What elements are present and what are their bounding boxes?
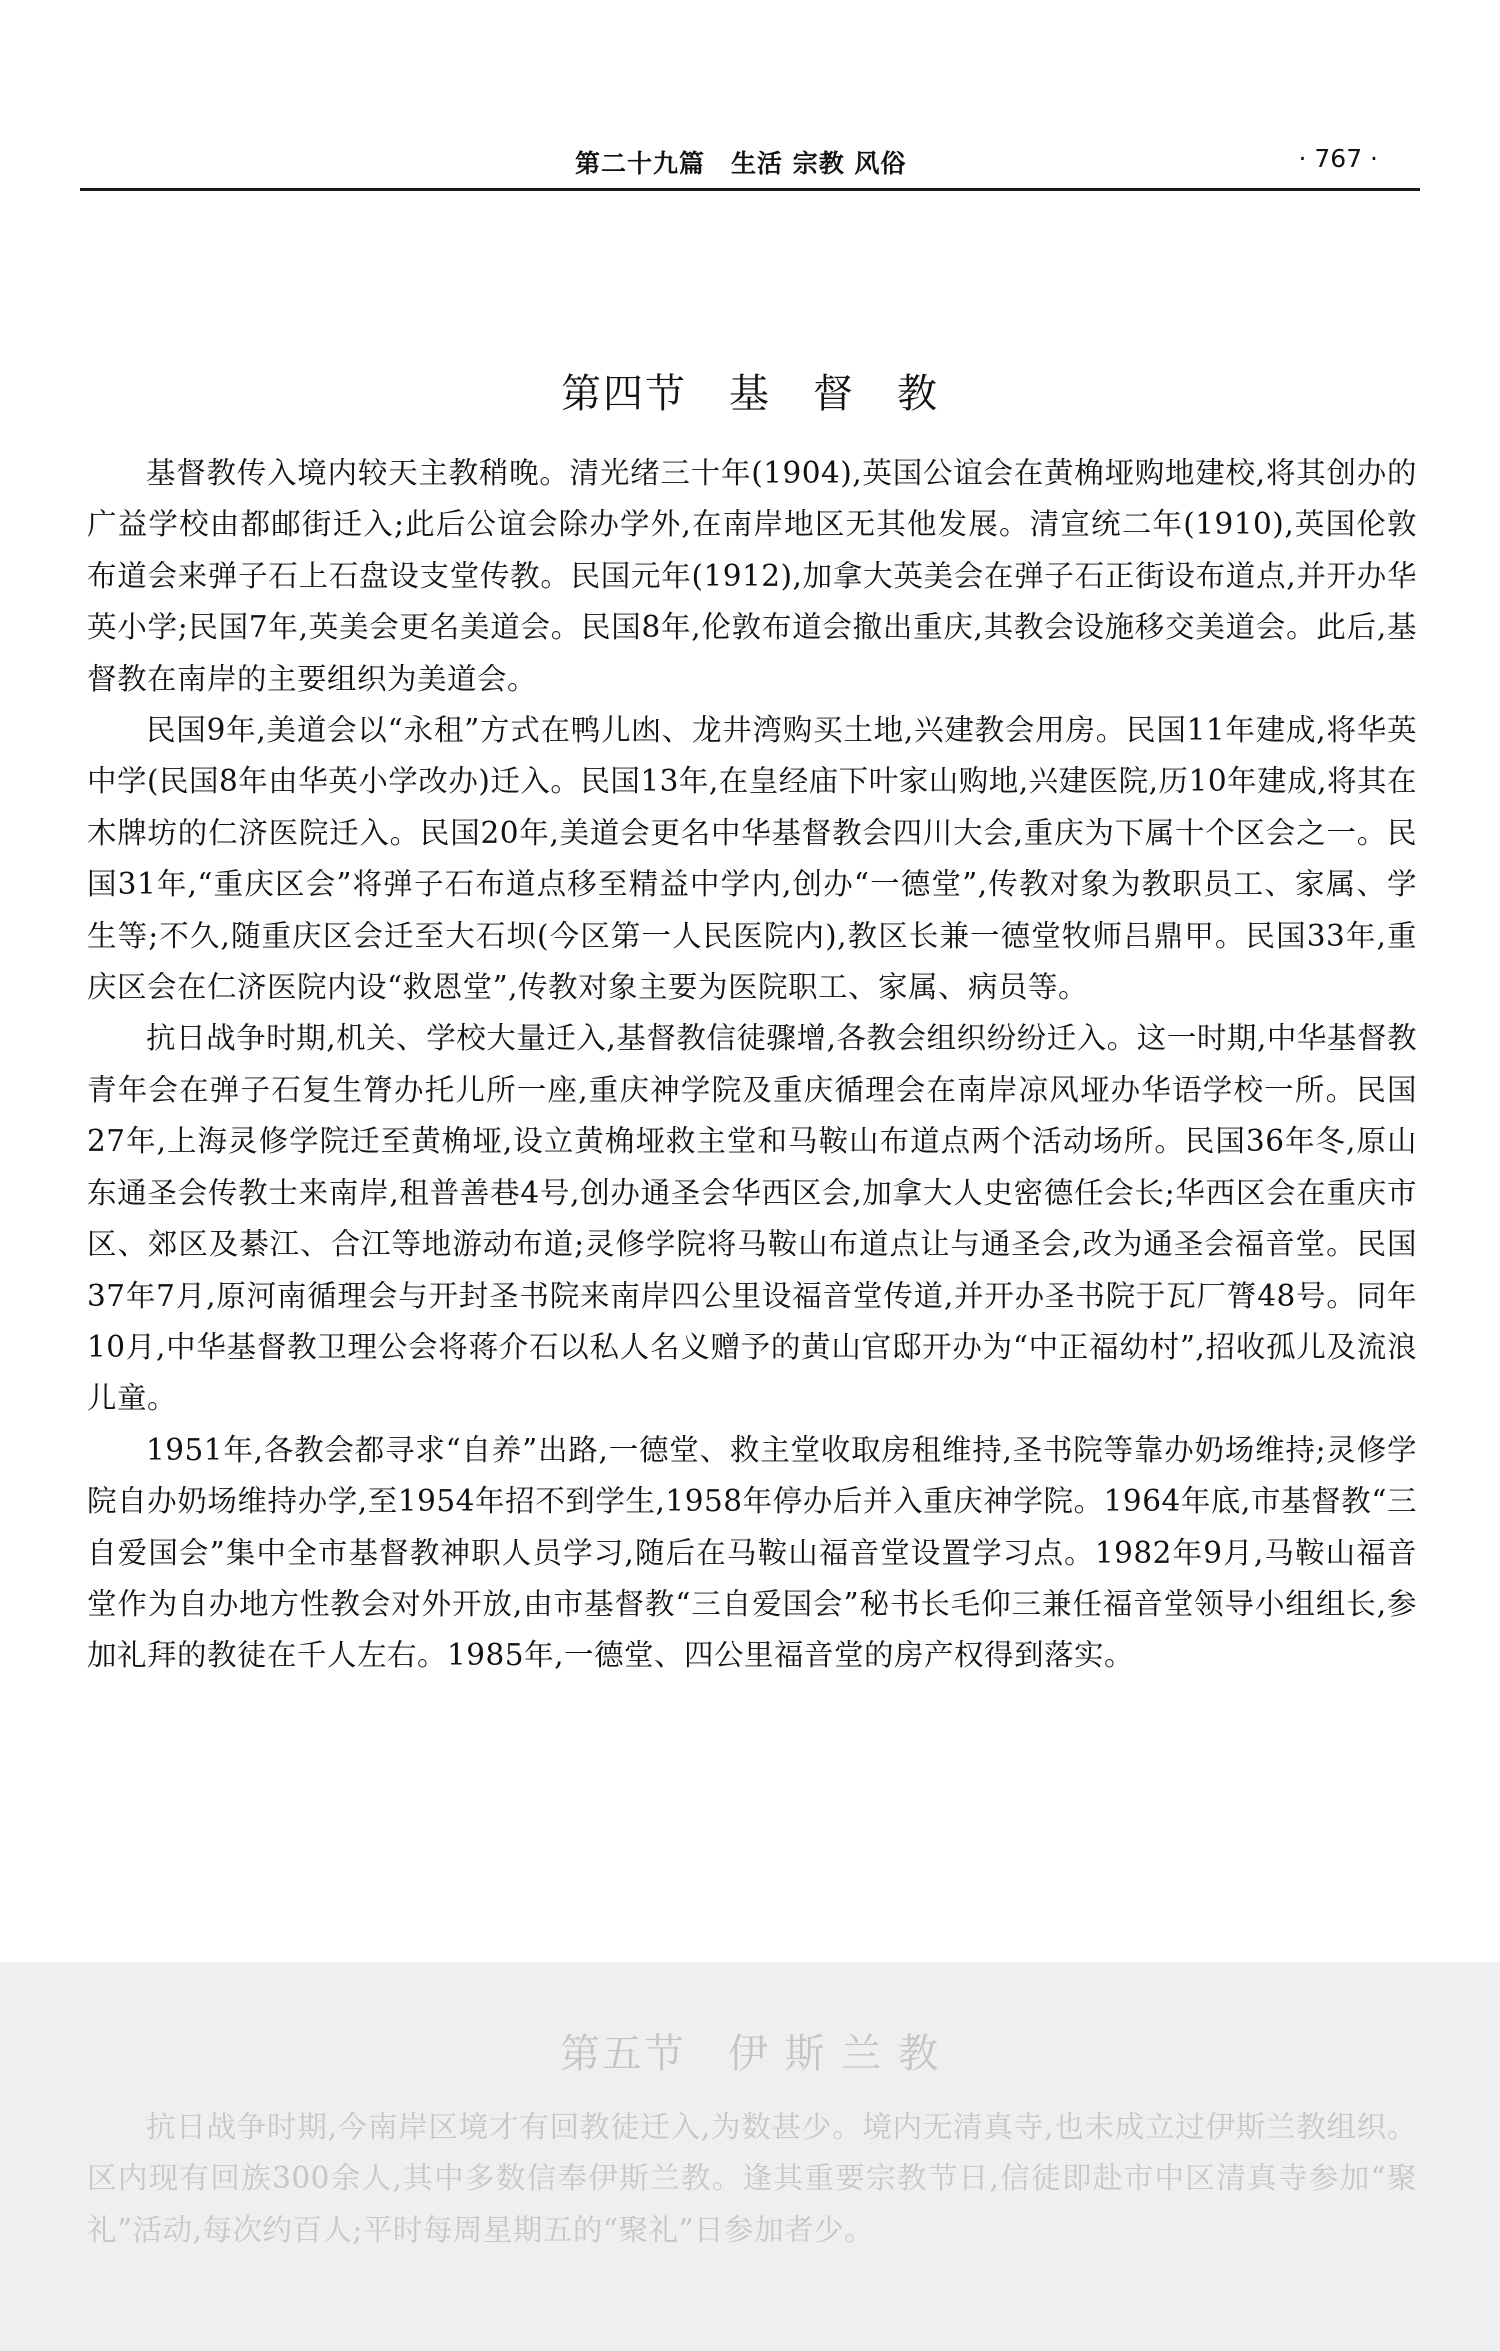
next-section-body <box>87 2102 1417 2256</box>
running-header <box>80 138 1420 191</box>
paragraph: 抗日战争时期,机关、学校大量迁入,基督教信徒骤增,各教会组织纷纷迁入。这一时期,中华基督教青年会在弹子石复生膂办托儿所一座,重庆神学院及重庆循理会在南岸凉风垭办华语学校一所。民国27年,上海灵修学院迁至黄桷垭,设立黄桷垭救主堂和马鞍山布道点两个活动场所。民国36年冬,原山东通圣会传教士来南岸,租普善巷4号,创办通圣会华西区会,加拿大人史密德任会长;华西区会在重庆市区、郊区及綦江、合江等地游动布道;灵修学院将马鞍山布道点让与通圣会,改为通圣会福音堂。民国37年7月,原河南循理会与开封圣书院来南岸四公里设福音堂传道,并开办圣书院于瓦厂膂48号。同年10月,中华基督教卫理公会将蒋介石以私人名义赠予的黄山官邸开办为“中正福幼村”,招收孤儿及流浪儿童。 <box>87 1021 1417 1416</box>
next-section-title: 第五节 伊 斯 兰 教 <box>559 2031 941 2077</box>
paragraph: 基督教传入境内较天主教稍晚。清光绪三十年(1904),英国公谊会在黄桷垭购地建校,将其创办的广益学校由都邮街迁入;此后公谊会除办学外,在南岸地区无其他发展。清宣统二年(1910),英国伦敦布道会来弹子石上石盘设支堂传教。民国元年(1912),加拿大英美会在弹子石正街设布道点,并开办华英小学;民国7年,英美会更名美道会。民国8年,伦敦布道会撤出重庆,其教会设施移交美道会。此后,基督教在南岸的主要组织为美道会。 <box>87 456 1417 696</box>
page-number: · 767 · <box>1298 144 1378 173</box>
chapter-title: 第二十九篇 生活 宗教 风俗 <box>575 149 907 178</box>
paragraph: 民国9年,美道会以“永租”方式在鸭儿凼、龙井湾购买土地,兴建教会用房。民国11年建成,将华英中学(民国8年由华英小学改办)迁入。民国13年,在皇经庙下叶家山购地,兴建医院,历10年建成,将其在木牌坊的仁济医院迁入。民国20年,美道会更名中华基督教会四川大会,重庆为下属十个区会之一。民国31年,“重庆区会”将弹子石布道点移至精益中学内,创办“一德堂”,传教对象为教职员工、家属、学生等;不久,随重庆区会迁至大石坝(今区第一人民医院内),教区长兼一德堂牧师吕鼎甲。民国33年,重庆区会在仁济医院内设“救恩堂”,传教对象主要为医院职工、家属、病员等。 <box>87 713 1417 1005</box>
section-body <box>87 448 1417 1682</box>
paragraph: 抗日战争时期,今南岸区境才有回教徒迁入,为数甚少。境内无清真寺,也未成立过伊斯兰教组织。区内现有回族300余人,其中多数信奉伊斯兰教。逢其重要宗教节日,信徒即赴市中区清真寺参加“聚礼”活动,每次约百人;平时每周星期五的“聚礼”日参加者少。 <box>87 2110 1417 2247</box>
section-title: 第四节 基 督 教 <box>561 371 939 417</box>
next-section-preview <box>0 1962 1500 2351</box>
paragraph: 1951年,各教会都寻求“自养”出路,一德堂、救主堂收取房租维持,圣书院等靠办奶场维持;灵修学院自办奶场维持办学,至1954年招不到学生,1958年停办后并入重庆神学院。1964年底,市基督教“三自爱国会”集中全市基督教神职人员学习,随后在马鞍山福音堂设置学习点。1982年9月,马鞍山福音堂作为自办地方性教会对外开放,由市基督教“三自爱国会”秘书长毛仰三兼任福音堂领导小组组长,参加礼拜的教徒在千人左右。1985年,一德堂、四公里福音堂的房产权得到落实。 <box>87 1432 1417 1673</box>
